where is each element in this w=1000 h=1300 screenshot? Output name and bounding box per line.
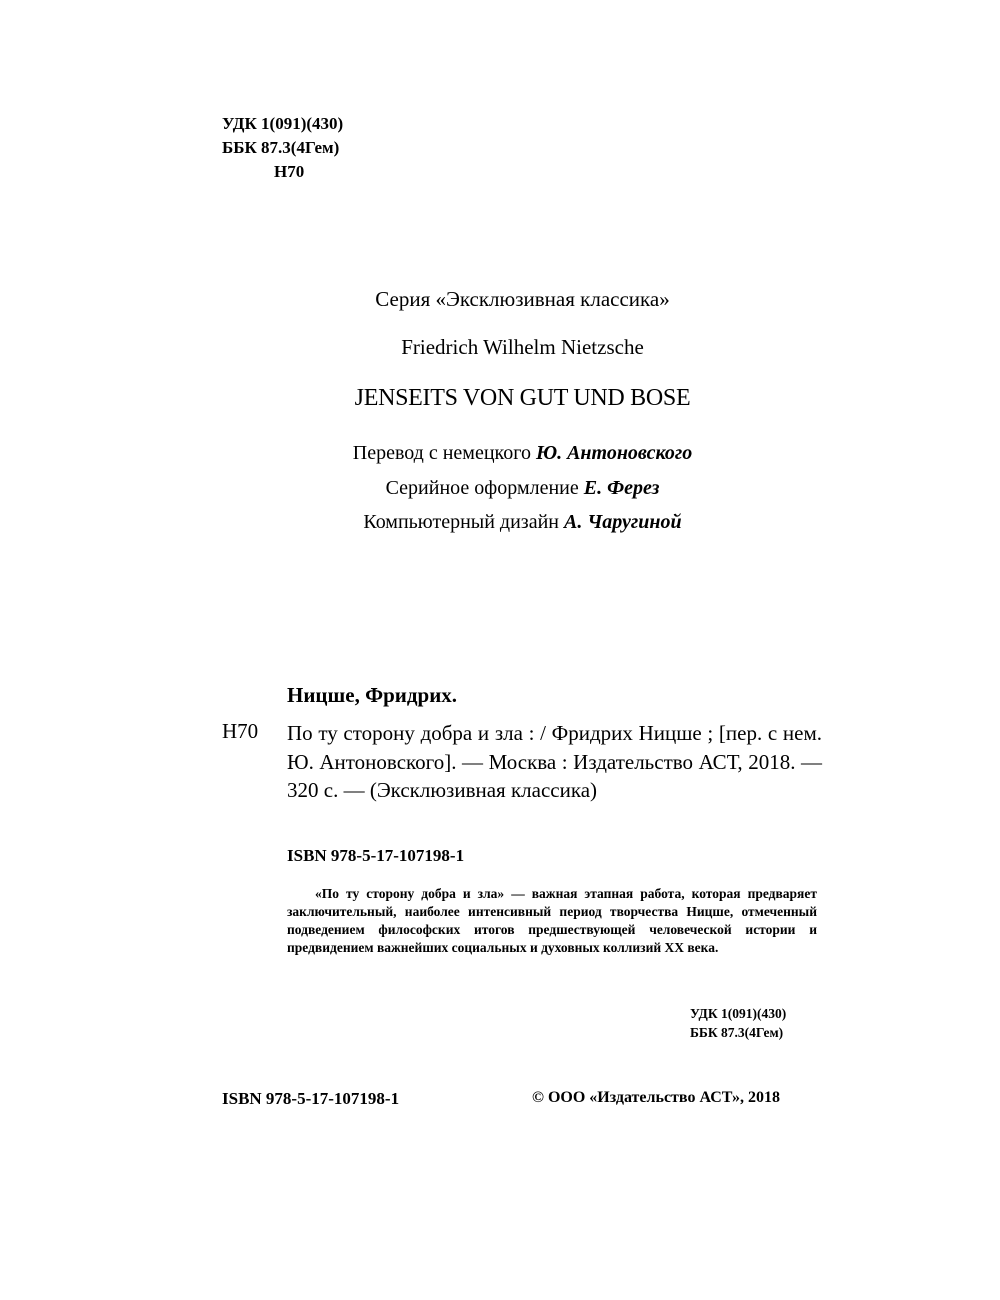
annotation: «По ту сторону добра и зла» — важная этапная работа, которая предваряет заключительный, наиболее интенсивный период творчества Ницше, отмеченный подведением философских итогов предшествующей человеческой истории и предвидением важнейших социальных и духовных коллизий XX века. [287,886,817,955]
credit-label: Перевод с немецкого [352,442,531,464]
credit-translation [0,442,1000,465]
credit-label: Компьютерный дизайн [363,511,559,533]
catalog-author-code: Н70 [222,719,259,743]
credit-name: Е. Ферез [583,477,660,499]
catalog-udk: УДК 1(091)(430) [690,1006,787,1021]
author-code: Н70 [274,162,305,181]
footer-isbn: ISBN 978-5-17-107198-1 [222,1089,400,1108]
credit-name: А. Чаругиной [564,511,682,533]
udk-bbk-header [222,112,343,184]
credit-series-design [0,477,1000,500]
credit-name: Ю. Антоновского [535,442,693,464]
catalog-heading: Ницше, Фридрих. [287,683,458,707]
original-title: JENSEITS VON GUT UND BOSE [354,385,691,411]
catalog-udk-bbk [690,1004,786,1042]
copyright-notice: © ООО «Издательство АСТ», 2018 [532,1089,781,1106]
bbk-code: ББК 87.3(4Гем) [222,138,340,157]
series-title: Серия «Эксклюзивная классика» [375,287,670,311]
credit-label: Серийное оформление [385,477,579,499]
bibliographic-description: По ту сторону добра и зла : / Фридрих Ницше ; [пер. с нем. Ю. Антоновского]. — Москва : Издательство АСТ, 2018. — 320 с. — (Эксклюзивная классика) [287,721,822,802]
original-author: Friedrich Wilhelm Nietzsche [401,335,644,359]
catalog-isbn: ISBN 978-5-17-107198-1 [287,846,465,865]
udk-code: УДК 1(091)(430) [222,114,344,133]
credit-computer-design [0,511,1000,534]
catalog-bbk: ББК 87.3(4Гем) [690,1025,784,1040]
